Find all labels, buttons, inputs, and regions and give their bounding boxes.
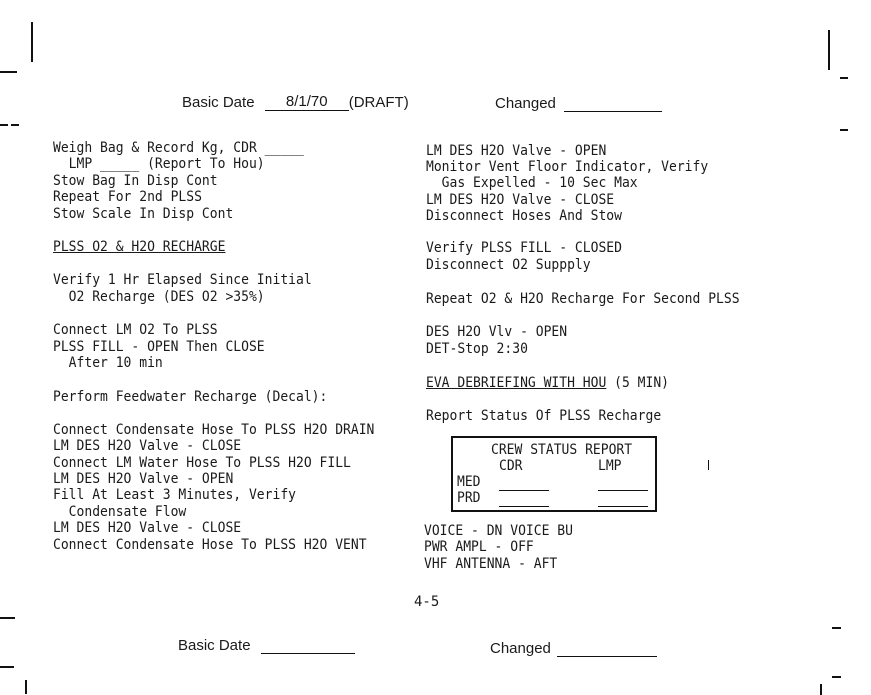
changed-field xyxy=(564,99,662,112)
step-text: LM DES H2O Valve - CLOSE xyxy=(53,438,242,454)
footer-changed xyxy=(490,640,657,657)
step-text: Connect Condensate Hose To PLSS H2O DRAIN xyxy=(53,422,375,438)
margin-tick xyxy=(832,627,841,629)
crew-status-report xyxy=(451,436,657,512)
step-text: Verify 1 Hr Elapsed Since Initial xyxy=(53,272,312,288)
step-text: Repeat O2 & H2O Recharge For Second PLSS xyxy=(426,291,740,307)
step-text: Report Status Of PLSS Recharge xyxy=(426,408,662,424)
step-text: Monitor Vent Floor Indicator, Verify xyxy=(426,159,709,175)
step-text: Perform Feedwater Recharge (Decal): xyxy=(53,389,328,405)
med-lmp-blank xyxy=(598,490,648,491)
step-text: VHF ANTENNA - AFT xyxy=(424,556,558,572)
header-changed xyxy=(495,95,662,112)
step-text: Condensate Flow xyxy=(53,504,187,520)
step-text: LM DES H2O Valve - CLOSE xyxy=(426,192,615,208)
step-text: O2 Recharge (DES O2 >35%) xyxy=(53,289,265,305)
med-cdr-blank xyxy=(499,490,549,491)
prd-lmp-blank xyxy=(598,506,648,507)
step-text: Stow Scale In Disp Cont xyxy=(53,206,234,222)
step-text: VOICE - DN VOICE BU xyxy=(424,523,573,539)
step-text: Connect Condensate Hose To PLSS H2O VENT xyxy=(53,537,367,553)
margin-tick xyxy=(0,71,17,73)
step-text: LM DES H2O Valve - CLOSE xyxy=(53,520,242,536)
margin-tick xyxy=(840,77,848,79)
margin-tick xyxy=(0,666,14,668)
step-text: Connect LM Water Hose To PLSS H2O FILL xyxy=(53,455,351,471)
step-text: Fill At Least 3 Minutes, Verify xyxy=(53,487,297,503)
section-heading: PLSS O2 & H2O RECHARGE xyxy=(53,239,226,255)
footer-changed-field xyxy=(557,644,657,657)
draft-note: (DRAFT) xyxy=(348,94,409,111)
crew-status-title: CREW STATUS REPORT xyxy=(491,442,633,458)
margin-tick xyxy=(840,129,848,131)
footer-basic-date-field xyxy=(261,641,355,654)
step-text: Stow Bag In Disp Cont xyxy=(53,173,218,189)
footer-basic-date xyxy=(178,637,355,654)
crew-col-lmp: LMP xyxy=(598,458,622,474)
step-text: Disconnect Hoses And Stow xyxy=(426,208,622,224)
crew-row-prd: PRD xyxy=(457,490,481,506)
margin-bar-right xyxy=(828,30,830,70)
step-text: Weigh Bag & Record Kg, CDR _____ xyxy=(53,140,304,156)
step-text: LMP _____ (Report To Hou) xyxy=(53,156,265,172)
basic-date-field: 8/1/70 xyxy=(265,93,349,111)
step-text: Connect LM O2 To PLSS xyxy=(53,322,218,338)
section-heading xyxy=(426,375,669,391)
basic-date-label: Basic Date xyxy=(182,94,255,111)
step-text: LM DES H2O Valve - OPEN xyxy=(53,471,234,487)
step-text: Repeat For 2nd PLSS xyxy=(53,189,202,205)
page-number: 4-5 xyxy=(414,594,440,610)
section-heading-duration: (5 MIN) xyxy=(606,375,670,391)
footer-basic-date-label: Basic Date xyxy=(178,637,251,654)
changed-label: Changed xyxy=(495,95,556,112)
stray-mark xyxy=(708,460,709,470)
margin-bar-left xyxy=(31,22,33,62)
section-heading-title: EVA DEBRIEFING WITH HOU xyxy=(426,375,607,391)
step-text: DES H2O Vlv - OPEN xyxy=(426,324,568,340)
footer-changed-label: Changed xyxy=(490,640,551,657)
margin-tick xyxy=(25,680,27,694)
margin-tick xyxy=(11,124,19,126)
step-text: PWR AMPL - OFF xyxy=(424,539,534,555)
crew-row-med: MED xyxy=(457,474,481,490)
step-text: Verify PLSS FILL - CLOSED xyxy=(426,240,622,256)
step-text: PLSS FILL - OPEN Then CLOSE xyxy=(53,339,265,355)
step-text: Gas Expelled - 10 Sec Max xyxy=(426,175,638,191)
step-text: LM DES H2O Valve - OPEN xyxy=(426,143,607,159)
crew-col-cdr: CDR xyxy=(499,458,523,474)
margin-tick xyxy=(0,617,15,619)
margin-tick xyxy=(820,684,822,695)
margin-tick xyxy=(0,124,8,126)
header-basic-date xyxy=(182,93,409,111)
margin-tick xyxy=(832,676,841,678)
prd-cdr-blank xyxy=(499,506,549,507)
step-text: DET-Stop 2:30 xyxy=(426,341,528,357)
step-text: Disconnect O2 Suppply xyxy=(426,257,591,273)
step-text: After 10 min xyxy=(53,355,163,371)
